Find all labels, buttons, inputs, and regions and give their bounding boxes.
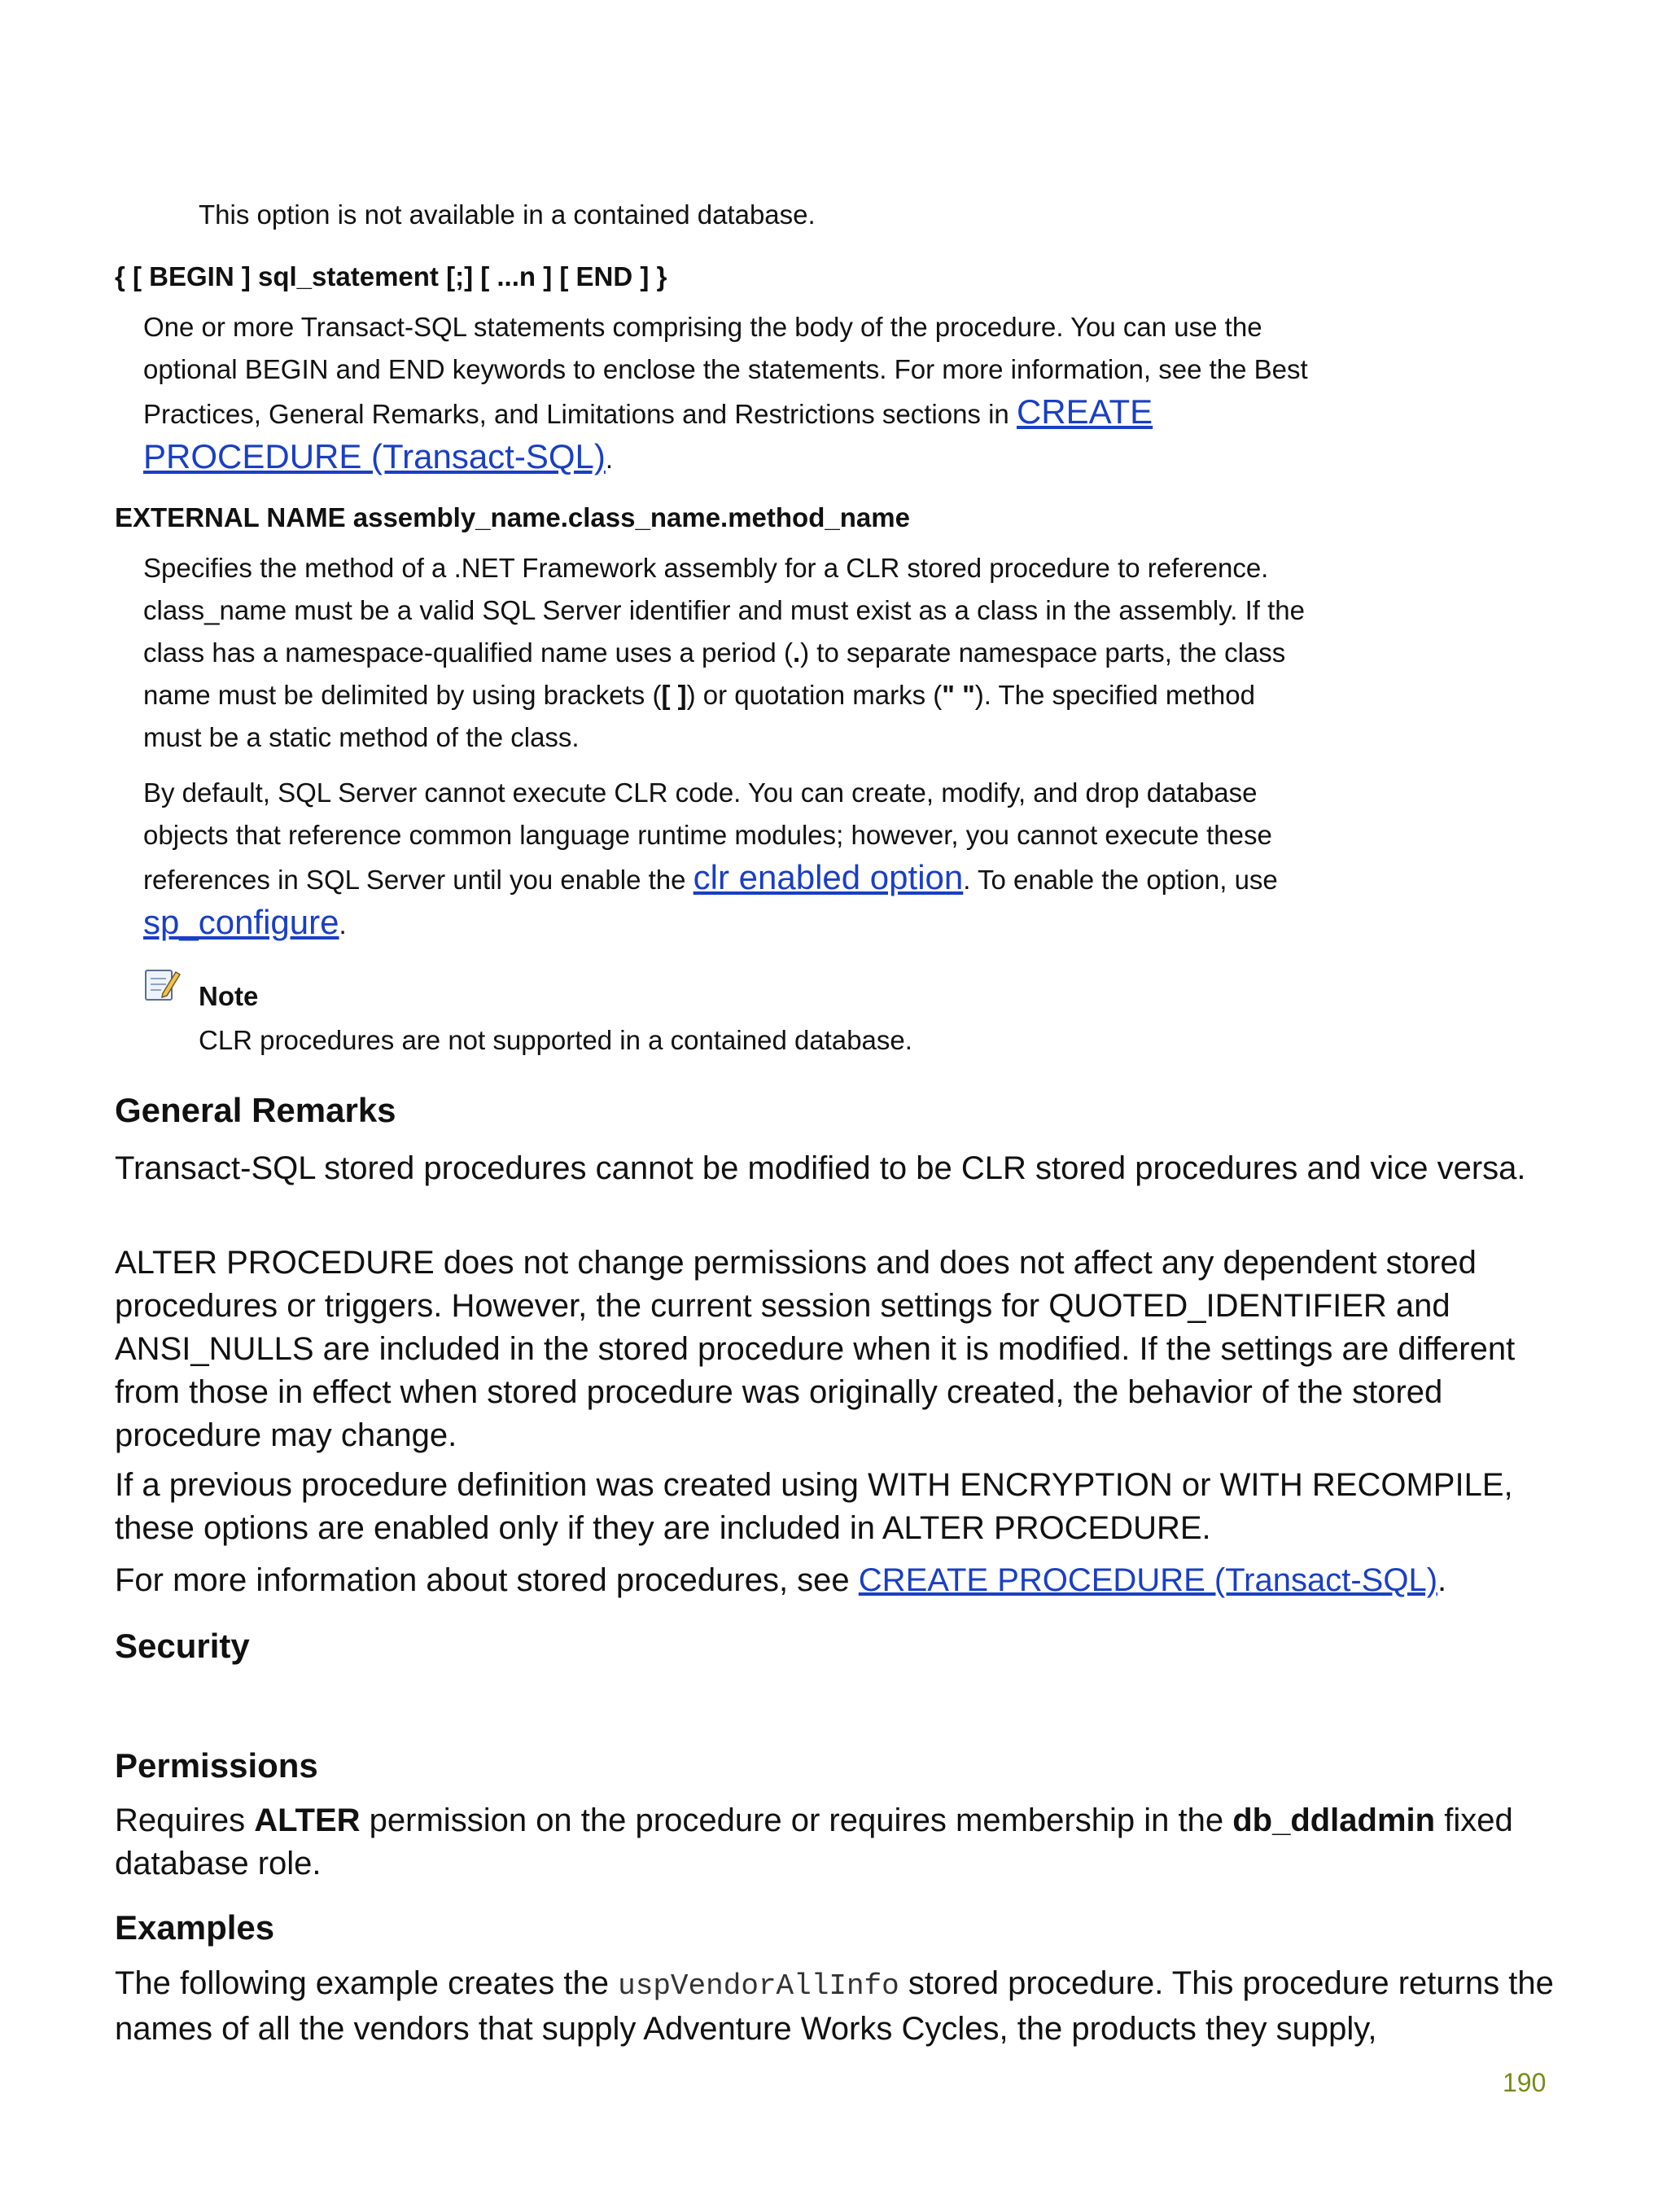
perm-text-a: Requires [115, 1802, 255, 1838]
create-procedure-link-2[interactable]: CREATE PROCEDURE (Transact-SQL) [858, 1562, 1438, 1598]
perm-text-c: fixed database role. [115, 1802, 1513, 1881]
general-remarks-p3: If a previous procedure definition was created using WITH ENCRYPTION or WITH RECOMPILE, these options are enabled only if they are included in ALTER PROCEDURE. [115, 1467, 1513, 1546]
begin-end-description [143, 306, 1315, 480]
permissions-text [115, 1799, 1564, 1886]
begin-end-text: One or more Transact-SQL statements comprising the body of the procedure. You can use the optional BEGIN and END keywords to enclose the statements. For more information, see the Best Practices, General Remarks, and Limitations and Restrictions sections in [143, 312, 1308, 429]
note-text: CLR procedures are not supported in a contained database. [199, 1025, 912, 1055]
perm-text-b: permission on the procedure or requires membership in the [360, 1802, 1233, 1838]
ex-text-b: stored procedure. This procedure returns the names of all the vendors that supply Adventure Works Cycles, the products they supply, [115, 1965, 1554, 2047]
ext-text-b: ) to separate namespace parts, the class name must be delimited by using brackets ( [143, 637, 1286, 710]
sp-configure-link[interactable]: sp_configure [143, 903, 339, 941]
clr-text-a: By default, SQL Server cannot execute CLR code. You can create, modify, and drop database objects that reference common language runtime modules; however, you cannot execute these references in SQL Server until you enable the [143, 777, 1272, 895]
clr-text-b: . To enable the option, use [963, 865, 1278, 895]
period: . [339, 909, 347, 940]
contained-db-note: This option is not available in a contained database. [199, 199, 816, 230]
ex-text-a: The following example creates the [115, 1965, 619, 2001]
note-pencil-icon [143, 967, 181, 1003]
ex-code: uspVendorAllInfo [618, 1969, 899, 2003]
examples-text [115, 1962, 1564, 2051]
ext-text-a: Specifies the method of a .NET Framework assembly for a CLR stored procedure to reference. class_name must be a valid SQL Server identifier and must exist as a class in the assembly. If the class has a namespace-qualified name uses a period ( [143, 553, 1305, 668]
term-external-name: EXTERNAL NAME assembly_name.class_name.method_name [115, 502, 910, 532]
ext-text-c: ) or quotation marks ( [686, 680, 943, 710]
note-label: Note [199, 981, 259, 1011]
gr4-text: For more information about stored procedures, see [115, 1562, 859, 1598]
ext-text-d: ). The specified method must be a static method of the class. [143, 680, 1255, 752]
heading-general-remarks: General Remarks [115, 1091, 396, 1129]
term-begin-end: { [ BEGIN ] sql_statement [;] [ ...n ] [ END ] } [115, 261, 667, 291]
clr-description [143, 772, 1315, 946]
page-number: 190 [1503, 2068, 1547, 2097]
external-name-description [143, 547, 1315, 759]
heading-security: Security [115, 1627, 250, 1665]
ext-brackets: [ ] [661, 680, 687, 710]
ext-dot: . [792, 637, 801, 668]
period: . [1437, 1562, 1447, 1598]
period: . [605, 444, 614, 474]
general-remarks-p1: Transact-SQL stored procedures cannot be modified to be CLR stored procedures and vice versa. [115, 1150, 1526, 1186]
heading-permissions: Permissions [115, 1746, 318, 1785]
general-remarks-p2: ALTER PROCEDURE does not change permissions and does not affect any dependent stored procedures or triggers. However, the current session settings for QUOTED_IDENTIFIER and ANSI_NULLS are included in the stored procedure when it is modified. If the settings are different from those in effect when stored procedure was originally created, the behavior of the stored procedure may change. [115, 1245, 1516, 1453]
heading-examples: Examples [115, 1908, 275, 1947]
general-remarks-p4 [115, 1559, 1564, 1602]
perm-alter: ALTER [254, 1802, 361, 1838]
ext-quotes: " " [942, 680, 975, 710]
perm-role: db_ddladmin [1232, 1802, 1436, 1838]
clr-enabled-option-link[interactable]: clr enabled option [693, 858, 964, 896]
create-procedure-link-1[interactable]: CREATE PROCEDURE (Transact-SQL) [143, 392, 1153, 475]
